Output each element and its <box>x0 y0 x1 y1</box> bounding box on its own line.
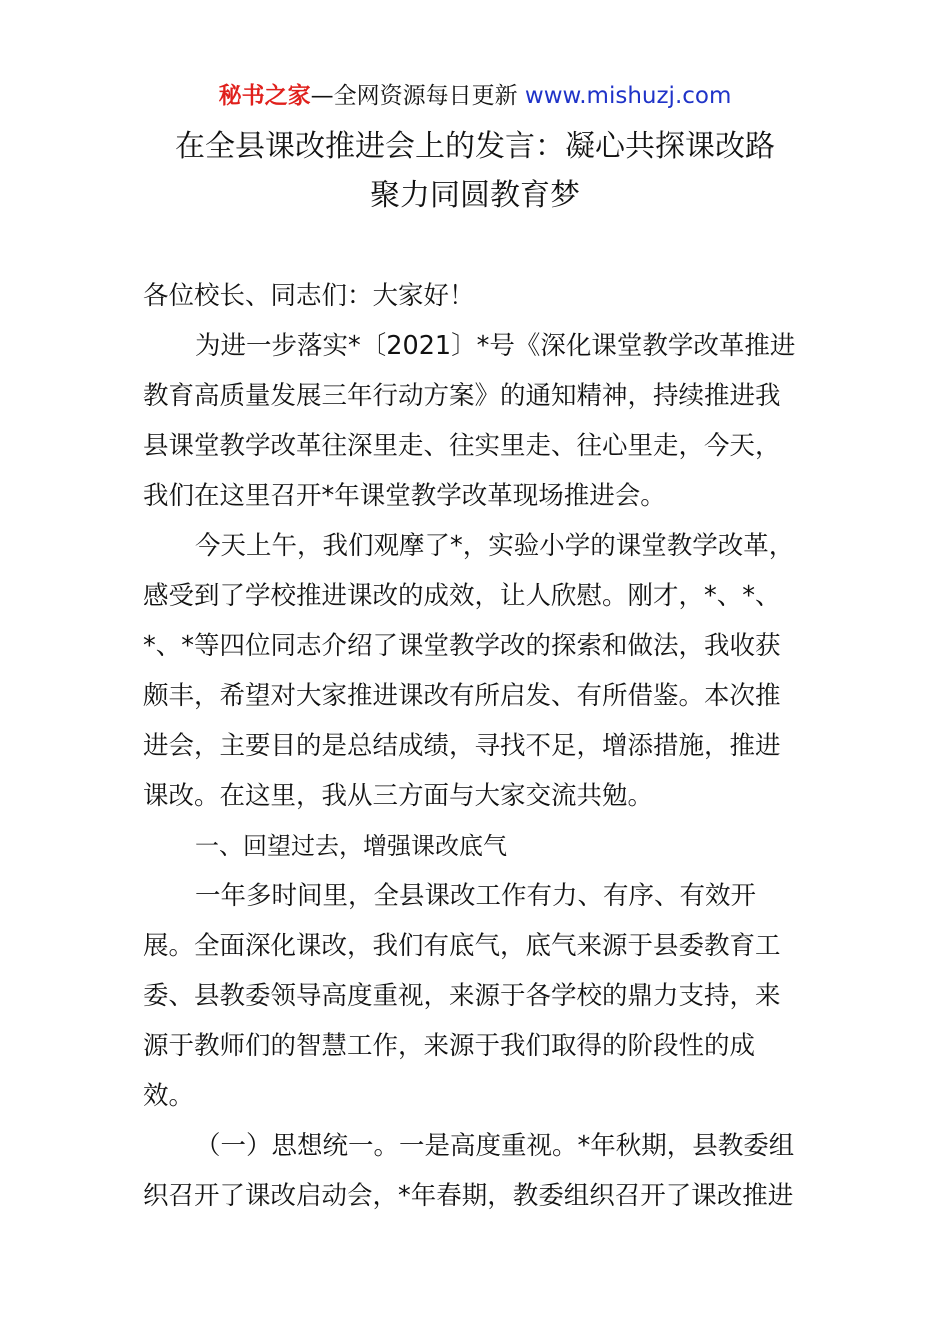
body-line: 县课堂教学改革往深里走、往实里走、往心里走，今天， <box>143 431 781 461</box>
body-line: 感受到了学校推进课改的成效，让人欣慰。刚才，*、*、 <box>143 581 781 611</box>
body-line: 进会，主要目的是总结成绩，寻找不足，增添措施，推进 <box>143 731 781 761</box>
body-line: 效。 <box>143 1081 195 1111</box>
salutation-line: 各位校长、同志们：大家好！ <box>143 281 475 311</box>
body-line: 为进一步落实*〔2021〕*号《深化课堂教学改革推进 <box>195 331 796 361</box>
body-line: 展。全面深化课改，我们有底气，底气来源于县委教育工 <box>143 931 781 961</box>
body-line: *、*等四位同志介绍了课堂教学改的探索和做法，我收获 <box>143 631 781 661</box>
body-line: 今天上午，我们观摩了*，实验小学的课堂教学改革， <box>195 531 795 561</box>
body-line: 委、县教委领导高度重视，来源于各学校的鼎力支持，来 <box>143 981 781 1011</box>
body-line: 教育高质量发展三年行动方案》的通知精神，持续推进我 <box>143 381 781 411</box>
section-heading: 一、回望过去，增强课改底气 <box>195 832 507 860</box>
body-line: 织召开了课改启动会，*年春期，教委组织召开了课改推进 <box>143 1181 794 1211</box>
body-line: （一）思想统一。一是高度重视。*年秋期，县教委组 <box>195 1131 795 1161</box>
site-tagline: —全网资源每日更新 <box>310 83 518 109</box>
body-line: 源于教师们的智慧工作，来源于我们取得的阶段性的成 <box>143 1031 756 1061</box>
document-body <box>143 271 809 1221</box>
site-url-link[interactable]: www.mishuzj.com <box>524 83 732 109</box>
site-name: 秘书之家 <box>218 83 311 109</box>
body-line: 我们在这里召开*年课堂教学改革现场推进会。 <box>143 481 666 511</box>
body-line: 一年多时间里，全县课改工作有力、有序、有效开 <box>195 881 757 911</box>
site-header <box>0 80 950 112</box>
body-line: 课改。在这里，我从三方面与大家交流共勉。 <box>143 781 654 811</box>
document-title-line-2: 聚力同圆教育梦 <box>370 178 580 213</box>
document-title-line-1: 在全县课改推进会上的发言：凝心共探课改路 <box>175 129 775 164</box>
body-line: 颇丰，希望对大家推进课改有所启发、有所借鉴。本次推 <box>143 681 781 711</box>
